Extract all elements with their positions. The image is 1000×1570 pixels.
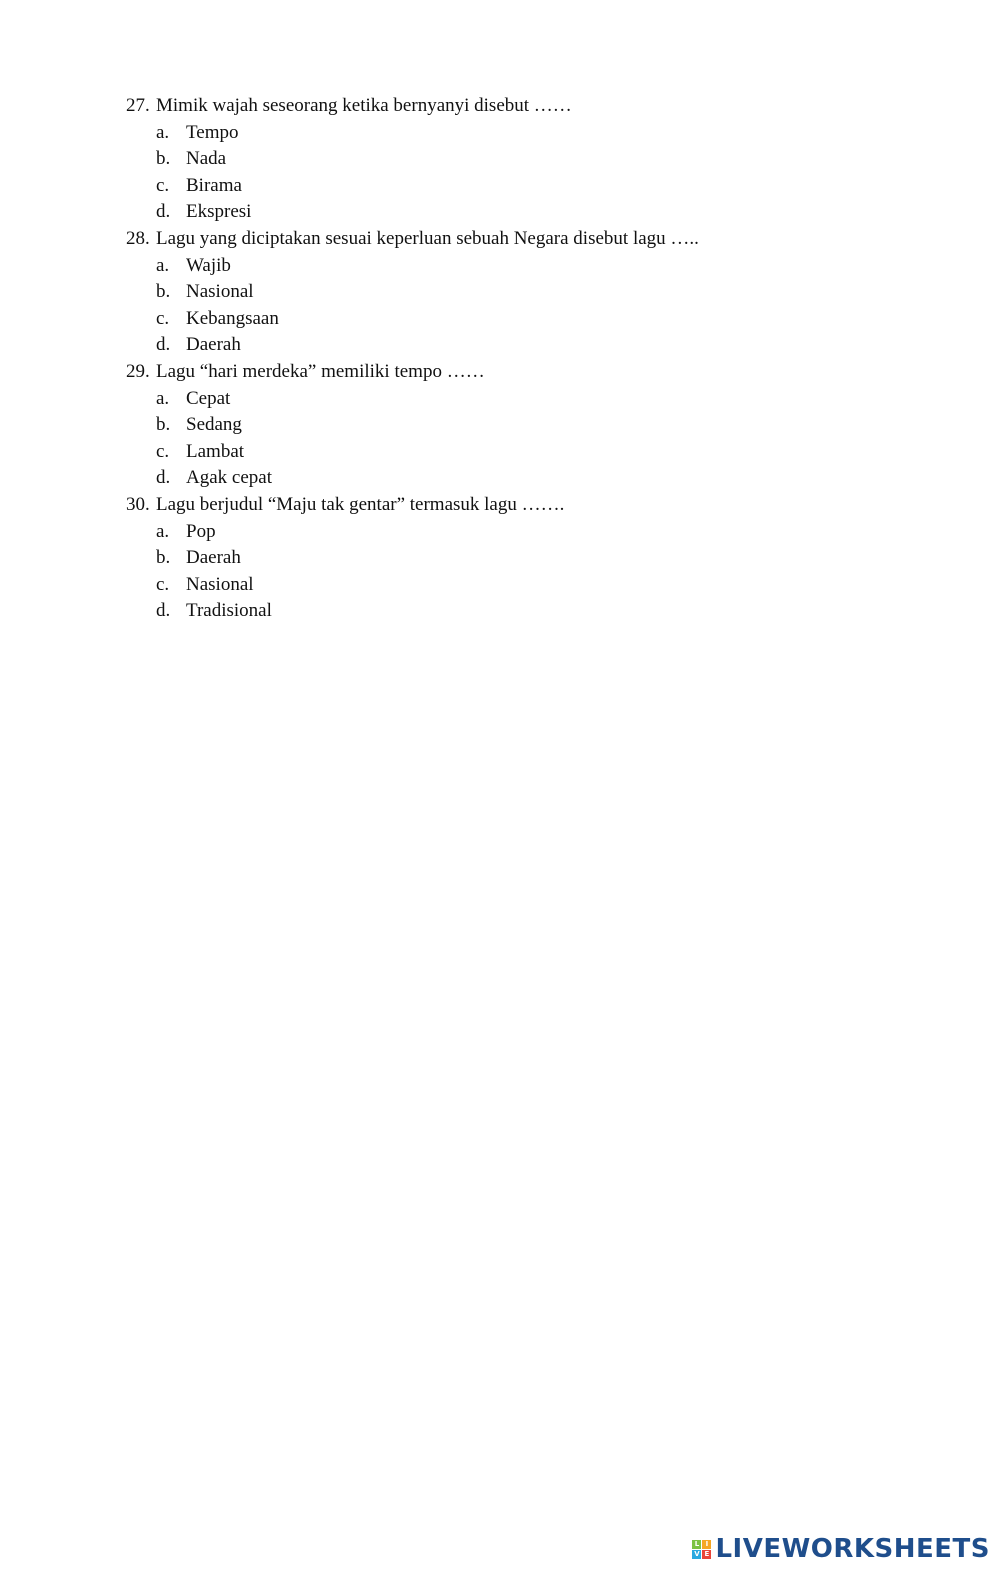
- option-text: Tradisional: [186, 600, 272, 622]
- option-list: [126, 519, 926, 625]
- logo-tile-i: I: [702, 1540, 711, 1549]
- option-text: Ekspresi: [186, 201, 252, 223]
- logo-tile-l: L: [692, 1540, 701, 1549]
- option-text: Tempo: [186, 121, 239, 143]
- option-letter: a.: [156, 121, 170, 143]
- option-list: [126, 386, 926, 492]
- option-b[interactable]: [126, 412, 926, 439]
- option-d[interactable]: [126, 465, 926, 492]
- option-text: Wajib: [186, 254, 231, 276]
- option-letter: c.: [156, 174, 170, 196]
- question-text: Mimik wajah seseorang ketika bernyanyi disebut ……: [156, 95, 572, 116]
- option-text: Daerah: [186, 334, 241, 356]
- question-list: [126, 93, 926, 625]
- option-a[interactable]: [126, 120, 926, 147]
- question-28: [126, 226, 926, 359]
- option-b[interactable]: [126, 279, 926, 306]
- option-letter: c.: [156, 573, 170, 595]
- option-text: Daerah: [186, 547, 241, 569]
- option-c[interactable]: [126, 173, 926, 200]
- question-29: [126, 359, 926, 492]
- question-number: 28.: [126, 227, 150, 249]
- question-30: [126, 492, 926, 625]
- option-text: Pop: [186, 520, 216, 542]
- option-letter: d.: [156, 600, 171, 622]
- option-text: Nada: [186, 148, 227, 170]
- option-text: Birama: [186, 174, 242, 196]
- option-letter: a.: [156, 387, 170, 409]
- option-b[interactable]: [126, 545, 926, 572]
- option-letter: b.: [156, 414, 171, 436]
- option-c[interactable]: [126, 306, 926, 333]
- option-letter: d.: [156, 467, 171, 489]
- option-a[interactable]: [126, 519, 926, 546]
- brand-wordmark: LIVEWORKSHEETS: [715, 1534, 990, 1564]
- option-d[interactable]: [126, 332, 926, 359]
- option-a[interactable]: [126, 386, 926, 413]
- option-letter: c.: [156, 307, 170, 329]
- option-text: Lambat: [186, 440, 245, 462]
- option-text: Nasional: [186, 573, 254, 595]
- option-text: Nasional: [186, 281, 254, 303]
- question-text: Lagu yang diciptakan sesuai keperluan sebuah Negara disebut lagu …..: [156, 227, 699, 249]
- option-b[interactable]: [126, 146, 926, 173]
- option-text: Sedang: [186, 414, 242, 436]
- option-d[interactable]: [126, 199, 926, 226]
- option-letter: d.: [156, 201, 171, 223]
- option-letter: b.: [156, 547, 171, 569]
- option-d[interactable]: [126, 598, 926, 625]
- logo-tile-e: E: [702, 1550, 711, 1559]
- question-27: [126, 93, 926, 226]
- question-number: 30.: [126, 493, 150, 515]
- option-letter: b.: [156, 148, 171, 170]
- option-c[interactable]: [126, 572, 926, 599]
- option-a[interactable]: [126, 253, 926, 280]
- option-letter: b.: [156, 281, 171, 303]
- option-list: [126, 253, 926, 359]
- option-letter: c.: [156, 440, 170, 462]
- option-text: Cepat: [186, 387, 231, 409]
- liveworksheets-brand[interactable]: [692, 1534, 990, 1564]
- question-number: 27.: [126, 95, 150, 116]
- liveworksheets-logo-icon: [692, 1540, 711, 1559]
- option-letter: a.: [156, 254, 170, 276]
- question-text: Lagu berjudul “Maju tak gentar” termasuk lagu …….: [156, 493, 565, 515]
- option-letter: a.: [156, 520, 170, 542]
- option-c[interactable]: [126, 439, 926, 466]
- logo-tile-v: V: [694, 1549, 700, 1558]
- question-text: Lagu “hari merdeka” memiliki tempo ……: [156, 360, 485, 382]
- question-number: 29.: [126, 360, 150, 382]
- option-letter: d.: [156, 334, 171, 356]
- option-list: [126, 120, 926, 226]
- option-text: Agak cepat: [186, 467, 272, 489]
- option-text: Kebangsaan: [186, 307, 279, 329]
